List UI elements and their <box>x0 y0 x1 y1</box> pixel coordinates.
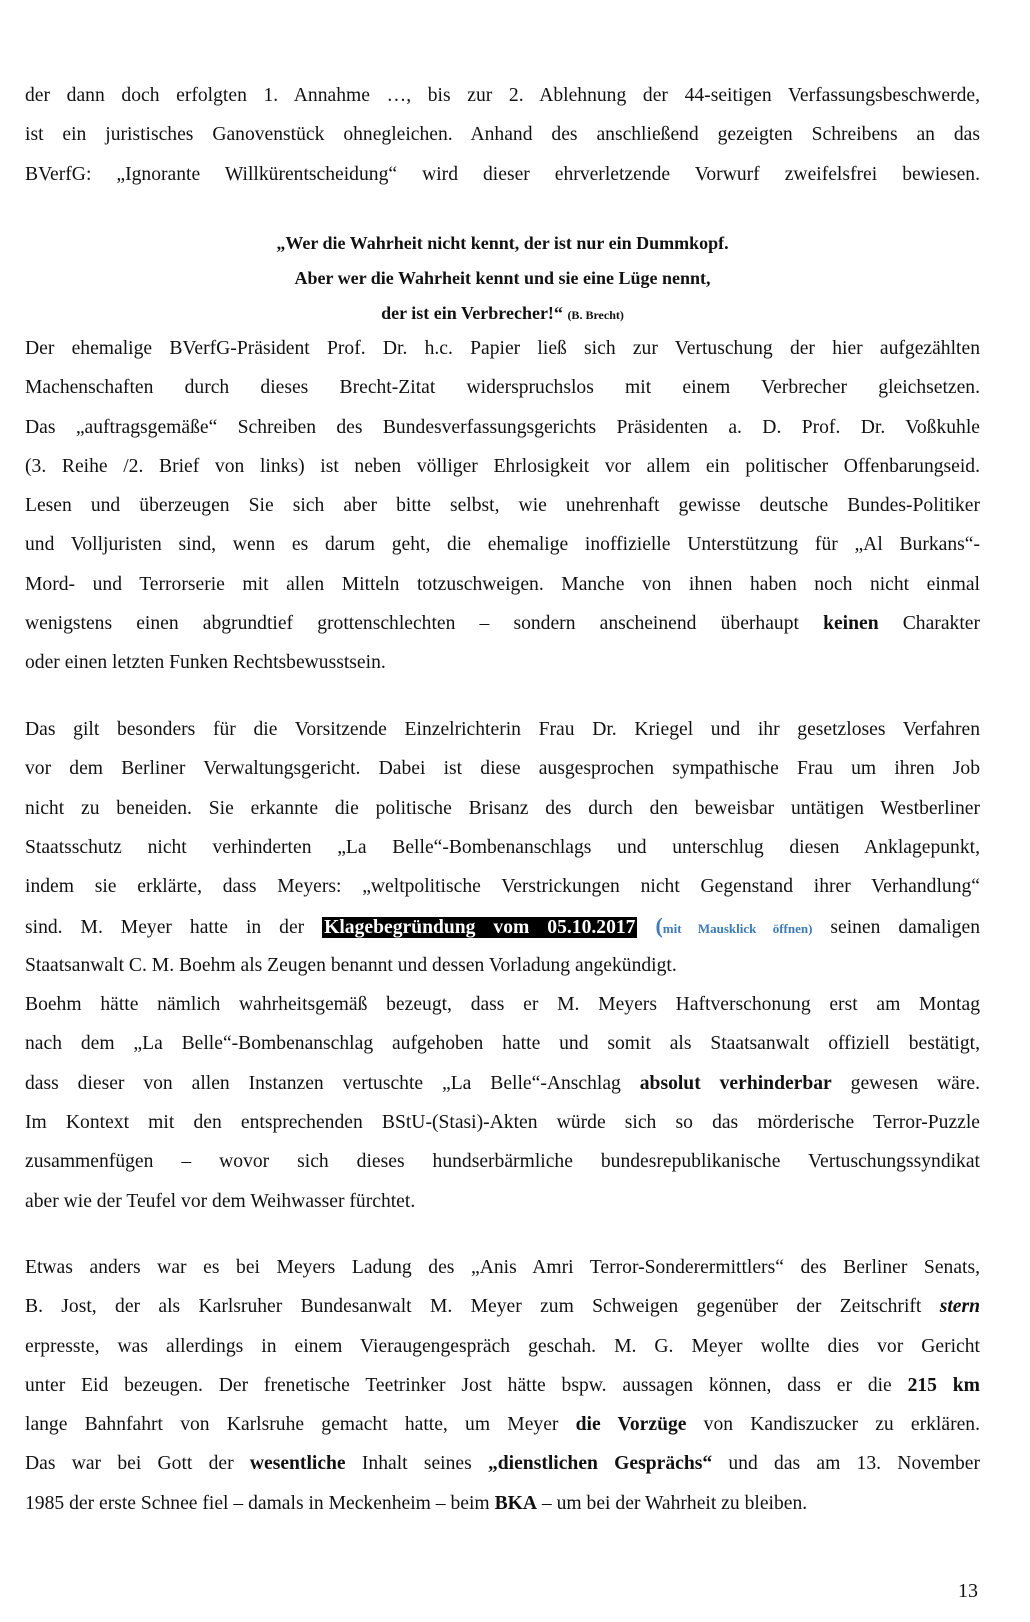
bold-run: die Vorzüge <box>575 1414 687 1436</box>
paragraph-3 <box>25 710 980 1221</box>
text-run: und das am 13. November <box>712 1453 980 1475</box>
text-run: von Kandiszucker zu erklären. <box>686 1414 980 1436</box>
paragraph-4 <box>25 1248 980 1523</box>
text-line: der dann doch erfolgten 1. Annahme …, bis zur 2. Ablehnung der 44-seitigen Verfassungsbeschwerde, <box>25 85 980 106</box>
open-link-paren[interactable]: ( <box>655 913 663 939</box>
klagebegruendung-link[interactable]: Klagebegründung vom 05.10.2017 <box>324 917 636 939</box>
quote-line-text: der ist ein Verbrecher!“ <box>381 303 563 323</box>
text-line <box>25 1366 980 1405</box>
text-line <box>25 604 980 643</box>
brecht-quote <box>25 226 980 331</box>
text-line: Der ehemalige BVerfG-Präsident Prof. Dr. h.c. Papier ließ sich zur Vertuschung der hier aufgezählten <box>25 338 980 359</box>
text-line <box>25 906 980 945</box>
text-run: unter Eid bezeugen. Der frenetische Teetrinker Jost hätte bspw. aussagen können, dass er die <box>25 1374 908 1396</box>
text-line <box>25 1405 980 1444</box>
quote-line: Aber wer die Wahrheit kennt und sie eine Lüge nennt, <box>294 268 711 288</box>
text-line <box>25 1484 980 1523</box>
text-line: BVerfG: „Ignorante Willkürentscheidung“ wird dieser ehrverletzende Vorwurf zweifelsfrei bewiesen. <box>25 163 980 185</box>
text-line: Staatsschutz nicht verhinderten „La Belle“-Bombenanschlags und unterschlug diesen Anklagepunkt, <box>25 836 980 858</box>
text-line: und Volljuristen sind, wenn es darum geht, die ehemalige inoffizielle Unterstützung für „Al Burkans“- <box>25 534 980 556</box>
text-line: (3. Reihe /2. Brief von links) ist neben völliger Ehrlosigkeit vor allem ein politischer Offenbarungseid. <box>25 455 980 477</box>
text-line: Etwas anders war es bei Meyers Ladung des „Anis Amri Terror-Sonderermittlers“ des Berliner Senats, <box>25 1257 980 1278</box>
text-line: vor dem Berliner Verwaltungsgericht. Dabei ist diese ausgesprochen sympathische Frau um ihren Job <box>25 758 980 780</box>
bold-run: 215 km <box>907 1374 980 1396</box>
text-run: 1985 der erste Schnee fiel – damals in Meckenheim – beim <box>25 1492 495 1514</box>
bold-run: wesentliche <box>249 1453 346 1475</box>
text-line: ist ein juristisches Ganovenstück ohnegleichen. Anhand des anschließend gezeigten Schreibens an das <box>25 124 980 146</box>
text-line: zusammenfügen – wovor sich dieses hundserbärmliche bundesrepublikanische Vertuschungssyndikat <box>25 1151 980 1173</box>
text-line: Mord- und Terrorserie mit allen Mitteln totzuschweigen. Manche von ihnen haben noch nicht einmal <box>25 573 980 595</box>
text-line: Lesen und überzeugen Sie sich aber bitte selbst, wie unehrenhaft gewisse deutsche Bundes-Politiker <box>25 495 980 517</box>
text-line: nach dem „La Belle“-Bombenanschlag aufgehoben hatte und somit als Staatsanwalt offiziell bestätigt, <box>25 1033 980 1055</box>
page-number: 13 <box>958 1580 978 1602</box>
text-run: dass dieser von allen Instanzen vertuschte „La Belle“-Anschlag <box>25 1072 640 1094</box>
text-line <box>25 1287 980 1326</box>
text-line: Machenschaften durch dieses Brecht-Zitat widerspruchslos mit einem Verbrecher gleichsetzen. <box>25 377 980 399</box>
text-line <box>25 1444 980 1483</box>
text-line <box>25 1064 980 1103</box>
quote-attribution: (B. Brecht) <box>567 308 624 322</box>
text-line: oder einen letzten Funken Rechtsbewusstsein. <box>25 652 386 674</box>
bold-run: absolut verhinderbar <box>639 1072 832 1094</box>
paragraph-1 <box>25 76 980 194</box>
text-line: nicht zu beneiden. Sie erkannte die politische Brisanz des durch den beweisbar untätigen Westberliner <box>25 797 980 819</box>
bold-run: keinen <box>823 613 879 635</box>
text-line: indem sie erklärte, dass Meyers: „weltpolitische Verstrickungen nicht Gegenstand ihrer Verhandlung“ <box>25 876 980 898</box>
text-run: gewesen wäre. <box>831 1072 980 1094</box>
paragraph-2 <box>25 329 980 683</box>
bold-run: „dienstlichen Gesprächs“ <box>487 1453 713 1475</box>
text-line: Das gilt besonders für die Vorsitzende Einzelrichterin Frau Dr. Kriegel und ihr gesetzloses Verfahren <box>25 719 980 740</box>
text-line: Das „auftragsgemäße“ Schreiben des Bundesverfassungsgerichts Präsidenten a. D. Prof. Dr. Voßkuhle <box>25 416 980 438</box>
text-run: seinen damaligen <box>812 917 980 939</box>
bold-run: BKA <box>494 1492 538 1514</box>
text-line: aber wie der Teufel vor dem Weihwasser fürchtet. <box>25 1190 416 1212</box>
text-run: – um bei der Wahrheit zu bleiben. <box>537 1492 808 1514</box>
bold-italic-run: stern <box>939 1296 980 1318</box>
text-run: Inhalt seines <box>345 1453 488 1475</box>
text-run: lange Bahnfahrt von Karlsruhe gemacht hatte, um Meyer <box>25 1414 576 1436</box>
quote-line <box>25 296 980 331</box>
text-line: Im Kontext mit den entsprechenden BStU-(Stasi)-Akten würde sich so das mörderische Terror-Puzzle <box>25 1111 980 1133</box>
text-line: Boehm hätte nämlich wahrheitsgemäß bezeugt, dass er M. Meyers Haftverschonung erst am Montag <box>25 994 980 1016</box>
text-run: Das war bei Gott der <box>25 1453 250 1475</box>
text-run: sind. M. Meyer hatte in der <box>25 917 323 939</box>
text-run: wenigstens einen abgrundtief grottenschlechten – sondern anscheinend überhaupt <box>25 613 824 635</box>
open-link[interactable]: mit Mausklick öffnen) <box>662 921 813 937</box>
text-line: Staatsanwalt C. M. Boehm als Zeugen benannt und dessen Vorladung angekündigt. <box>25 954 677 976</box>
text-run: B. Jost, der als Karlsruher Bundesanwalt M. Meyer zum Schweigen gegenüber der Zeitschrift <box>25 1296 940 1318</box>
text-line: erpresste, was allerdings in einem Vieraugengespräch geschah. M. G. Meyer wollte dies vor Gericht <box>25 1335 980 1357</box>
quote-line: „Wer die Wahrheit nicht kennt, der ist nur ein Dummkopf. <box>276 233 729 253</box>
text-run: Charakter <box>878 613 980 635</box>
